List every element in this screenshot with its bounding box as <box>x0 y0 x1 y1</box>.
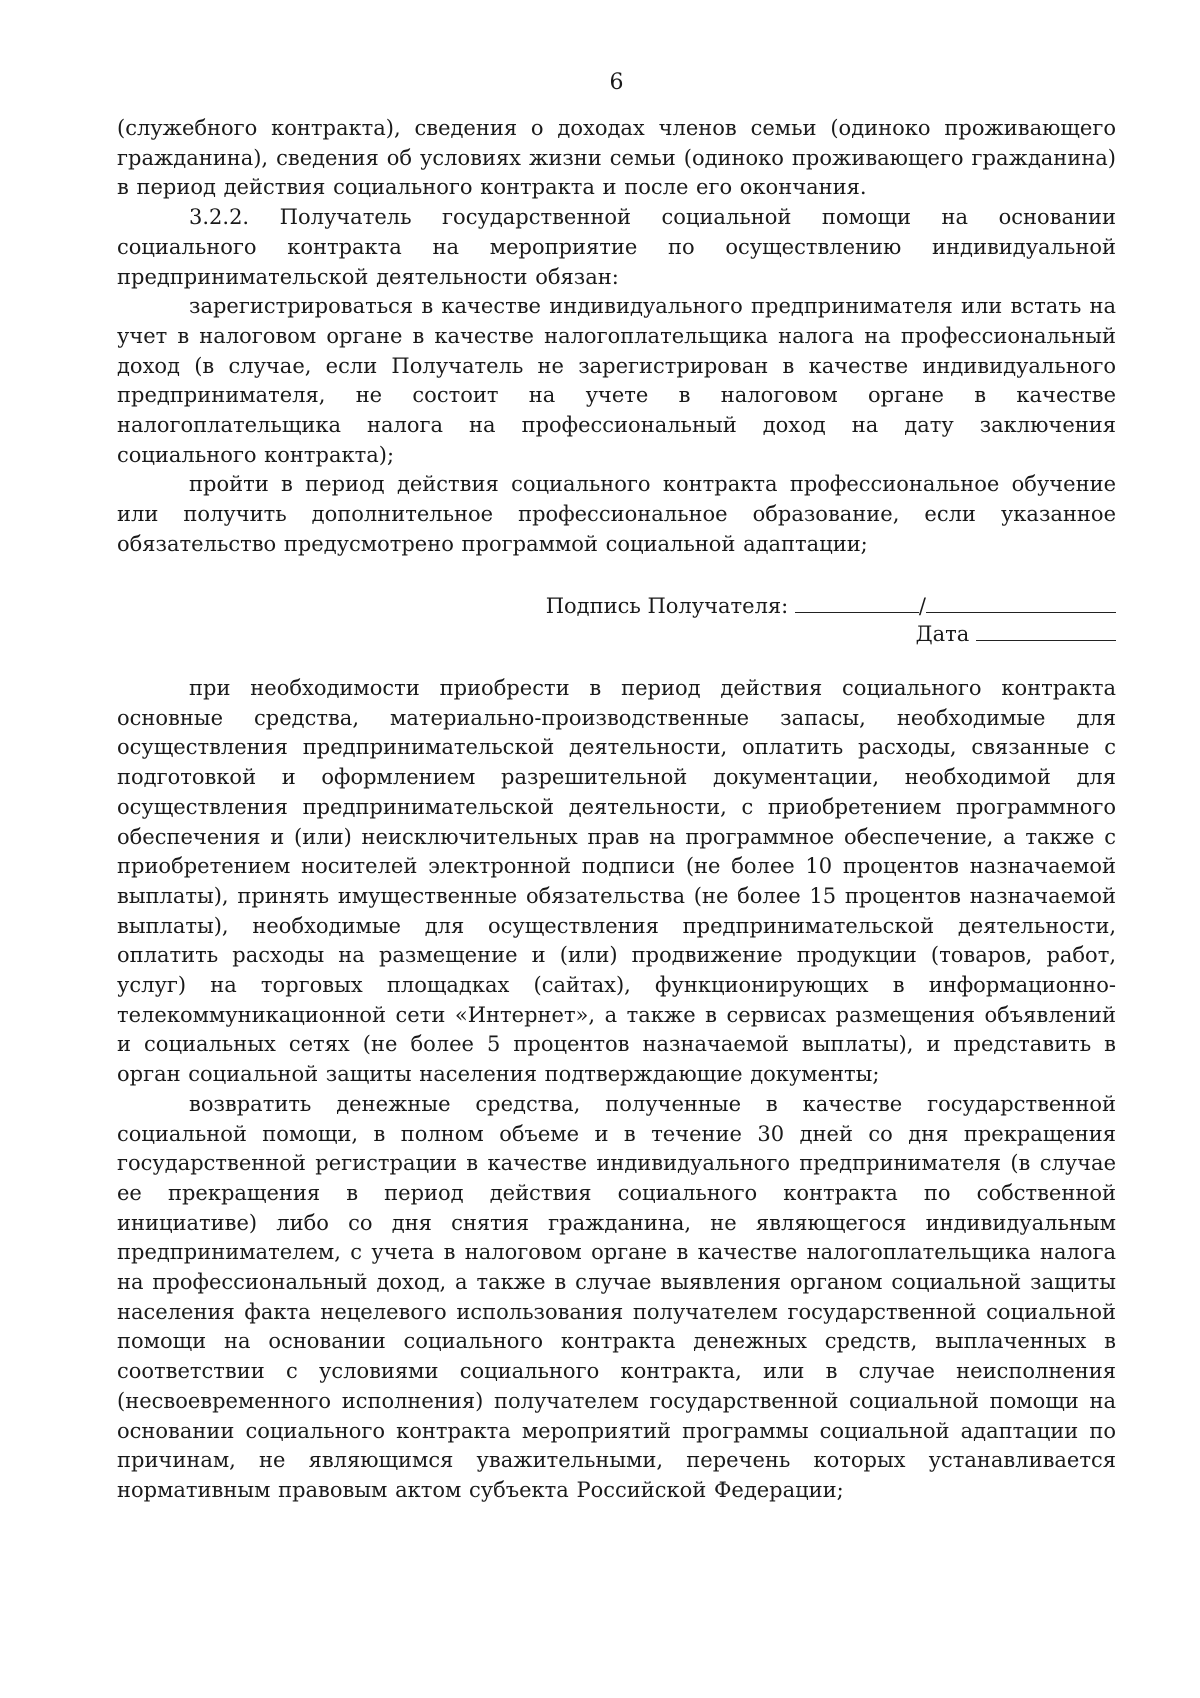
signature-label: Подпись Получателя: <box>545 594 789 618</box>
paragraph-continuation: (служебного контракта), сведения о доходах членов семьи (одиноко проживающего гражданина), сведения об условиях жизни семьи (одиноко проживающего гражданина) в период действия социального контракта и после его окончания. <box>117 116 1116 200</box>
top-text-block <box>117 114 1116 560</box>
signature-blank-1 <box>795 590 919 613</box>
page-number: 6 <box>609 70 624 95</box>
signature-blank-2 <box>926 590 1116 613</box>
paragraph-refund-obligation: возвратить денежные средства, полученные в качестве государственной социальной помощи, в полном объеме и в течение 30 дней со дня прекращения государственной регистрации в качестве индивидуального предпринимателя (в случае ее прекращения в период действия социального контракта по собственной инициативе) либо со дня снятия гражданина, не являющегося индивидуальным предпринимателем, с учета в налоговом органе в качестве налогоплательщика налога на профессиональный доход, а также в случае выявления органом социальной защиты населения факта нецелевого использования получателем государственной социальной помощи на основании социального контракта денежных средств, выплаченных в соответствии с условиями социального контракта, или в случае неисполнения (несвоевременного исполнения) получателем государственной социальной помощи на основании социального контракта мероприятий программы социальной адаптации по причинам, не являющимся уважительными, перечень которых устанавливается нормативным правовым актом субъекта Российской Федерации; <box>117 1091 1116 1502</box>
date-blank <box>976 618 1116 641</box>
date-label: Дата <box>915 622 970 646</box>
paragraph-register-obligation: зарегистрироваться в качестве индивидуального предпринимателя или встать на учет в налоговом органе в качестве налогоплательщика налога на профессиональный доход (в случае, если Получатель не зарегистрирован в качестве индивидуального предпринимателя, не состоит на учете в налоговом органе в качестве налогоплательщика налога на профессиональный доход на дату заключения социального контракта); <box>117 294 1116 467</box>
paragraph-training-obligation: пройти в период действия социального контракта профессиональное обучение или получить дополнительное профессиональное образование, если указанное обязательство предусмотрено программой социальной адаптации; <box>117 472 1116 556</box>
date-line <box>916 618 1116 649</box>
paragraph-clause-3-2-2: 3.2.2. Получатель государственной социальной помощи на основании социального контракта на мероприятие по осуществлению индивидуальной предпринимательской деятельности обязан: <box>117 205 1116 289</box>
document-page <box>117 0 1116 1698</box>
signature-separator: / <box>918 594 926 618</box>
paragraph-purchase-obligation: при необходимости приобрести в период действия социального контракта основные средства, материально-производственные запасы, необходимые для осуществления предпринимательской деятельности, оплатить расходы, связанные с подготовкой и оформлением разрешительной документации, необходимой для осуществления предпринимательской деятельности, с приобретением программного обеспечения и (или) неисключительных прав на программное обеспечение, а также с приобретением носителей электронной подписи (не более 10 процентов назначаемой выплаты), принять имущественные обязательства (не более 15 процентов назначаемой выплаты), необходимые для осуществления предпринимательской деятельности, оплатить расходы на размещение и (или) продвижение продукции (товаров, работ, услуг) на торговых площадках (сайтах), функционирующих в информационно-телекоммуникационной сети «Интернет», а также в сервисах размещения объявлений и социальных сетях (не более 5 процентов назначаемой выплаты), и представить в орган социальной защиты населения подтверждающие документы; <box>117 676 1116 1087</box>
signature-line <box>546 590 1116 621</box>
bottom-text-block <box>117 674 1116 1506</box>
